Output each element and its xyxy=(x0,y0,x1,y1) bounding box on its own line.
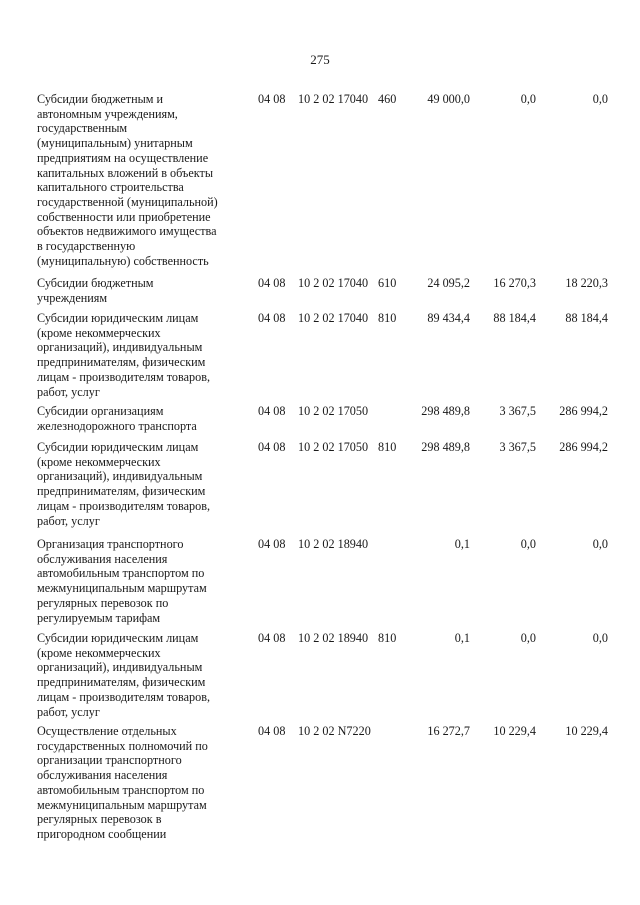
row-value-year-3: 0,0 xyxy=(592,631,608,645)
row-value-year-1: 0,1 xyxy=(454,631,470,645)
row-target-article: 10 2 02 17050 xyxy=(298,404,369,418)
row-target-article: 10 2 02 18940 xyxy=(298,537,369,551)
row-expense-type: 810 xyxy=(378,440,397,454)
row-section-code: 04 08 xyxy=(258,404,286,418)
row-value-year-3: 286 994,2 xyxy=(559,404,608,418)
row-value-year-2: 0,0 xyxy=(520,537,536,551)
row-value-year-3: 286 994,2 xyxy=(559,440,608,454)
page-number: 275 xyxy=(310,52,330,67)
row-name: Субсидии юридическим лицам (кроме некоммерческих организаций), индивидуальным предпринимателям, физическим лицам - производителям товаров, работ, услуг xyxy=(37,440,211,528)
row-name: Осуществление отдельных государственных полномочий по организации транспортного обслуживания населения автомобильным транспортом по межмуниципальным маршрутам регулярных перевозок в пригородном сообщении xyxy=(37,724,208,841)
row-value-year-1: 24 095,2 xyxy=(427,276,470,290)
row-section-code: 04 08 xyxy=(258,440,286,454)
table-row xyxy=(0,440,640,537)
table-row xyxy=(0,631,640,724)
row-value-year-3: 18 220,3 xyxy=(565,276,608,290)
row-target-article: 10 2 02 17040 xyxy=(298,92,369,106)
row-section-code: 04 08 xyxy=(258,311,286,325)
row-value-year-1: 0,1 xyxy=(454,537,470,551)
table-row xyxy=(0,404,640,440)
row-name: Организация транспортного обслуживания населения автомобильным транспортом по межмуниципальным маршрутам регулярных перевозок по регулируемым тарифам xyxy=(37,537,207,625)
row-value-year-3: 10 229,4 xyxy=(565,724,608,738)
row-value-year-2: 88 184,4 xyxy=(493,311,536,325)
row-name: Субсидии юридическим лицам (кроме некоммерческих организаций), индивидуальным предпринимателям, физическим лицам - производителям товаров, работ, услуг xyxy=(37,631,211,719)
row-expense-type: 810 xyxy=(378,631,397,645)
row-expense-type: 460 xyxy=(378,92,397,106)
row-name: Субсидии юридическим лицам (кроме некоммерческих организаций), индивидуальным предпринимателям, физическим лицам - производителям товаров, работ, услуг xyxy=(37,311,211,399)
row-section-code: 04 08 xyxy=(258,537,286,551)
table-row xyxy=(0,92,640,276)
row-target-article: 10 2 02 17040 xyxy=(298,311,369,325)
table-row xyxy=(0,724,640,849)
row-value-year-1: 298 489,8 xyxy=(421,404,470,418)
row-value-year-2: 0,0 xyxy=(520,631,536,645)
row-value-year-1: 49 000,0 xyxy=(427,92,470,106)
row-value-year-1: 89 434,4 xyxy=(427,311,470,325)
row-value-year-2: 3 367,5 xyxy=(499,404,536,418)
row-section-code: 04 08 xyxy=(258,631,286,645)
row-value-year-2: 0,0 xyxy=(520,92,536,106)
row-target-article: 10 2 02 17050 xyxy=(298,440,369,454)
row-name: Субсидии организациям железнодорожного транспорта xyxy=(37,404,197,433)
row-section-code: 04 08 xyxy=(258,724,286,738)
row-value-year-3: 88 184,4 xyxy=(565,311,608,325)
row-name: Субсидии бюджетным и автономным учреждениям, государственным (муниципальным) унитарным предприятиям на осуществление капитальных вложений в объекты капитального строительства государственной (муниципальной) собственности или приобретение объектов недвижимого имущества в государственную (муниципальную) собственность xyxy=(37,92,218,268)
row-name: Субсидии бюджетным учреждениям xyxy=(37,276,154,305)
table-row xyxy=(0,276,640,311)
row-target-article: 10 2 02 18940 xyxy=(298,631,369,645)
row-expense-type: 610 xyxy=(378,276,397,290)
row-section-code: 04 08 xyxy=(258,92,286,106)
row-value-year-2: 16 270,3 xyxy=(493,276,536,290)
row-section-code: 04 08 xyxy=(258,276,286,290)
budget-table xyxy=(0,92,640,849)
table-row xyxy=(0,311,640,404)
row-target-article: 10 2 02 N7220 xyxy=(298,724,371,738)
row-value-year-2: 10 229,4 xyxy=(493,724,536,738)
row-value-year-3: 0,0 xyxy=(592,92,608,106)
row-value-year-1: 16 272,7 xyxy=(427,724,470,738)
row-value-year-1: 298 489,8 xyxy=(421,440,470,454)
row-expense-type: 810 xyxy=(378,311,397,325)
table-row xyxy=(0,537,640,631)
row-value-year-2: 3 367,5 xyxy=(499,440,536,454)
row-value-year-3: 0,0 xyxy=(592,537,608,551)
row-target-article: 10 2 02 17040 xyxy=(298,276,369,290)
